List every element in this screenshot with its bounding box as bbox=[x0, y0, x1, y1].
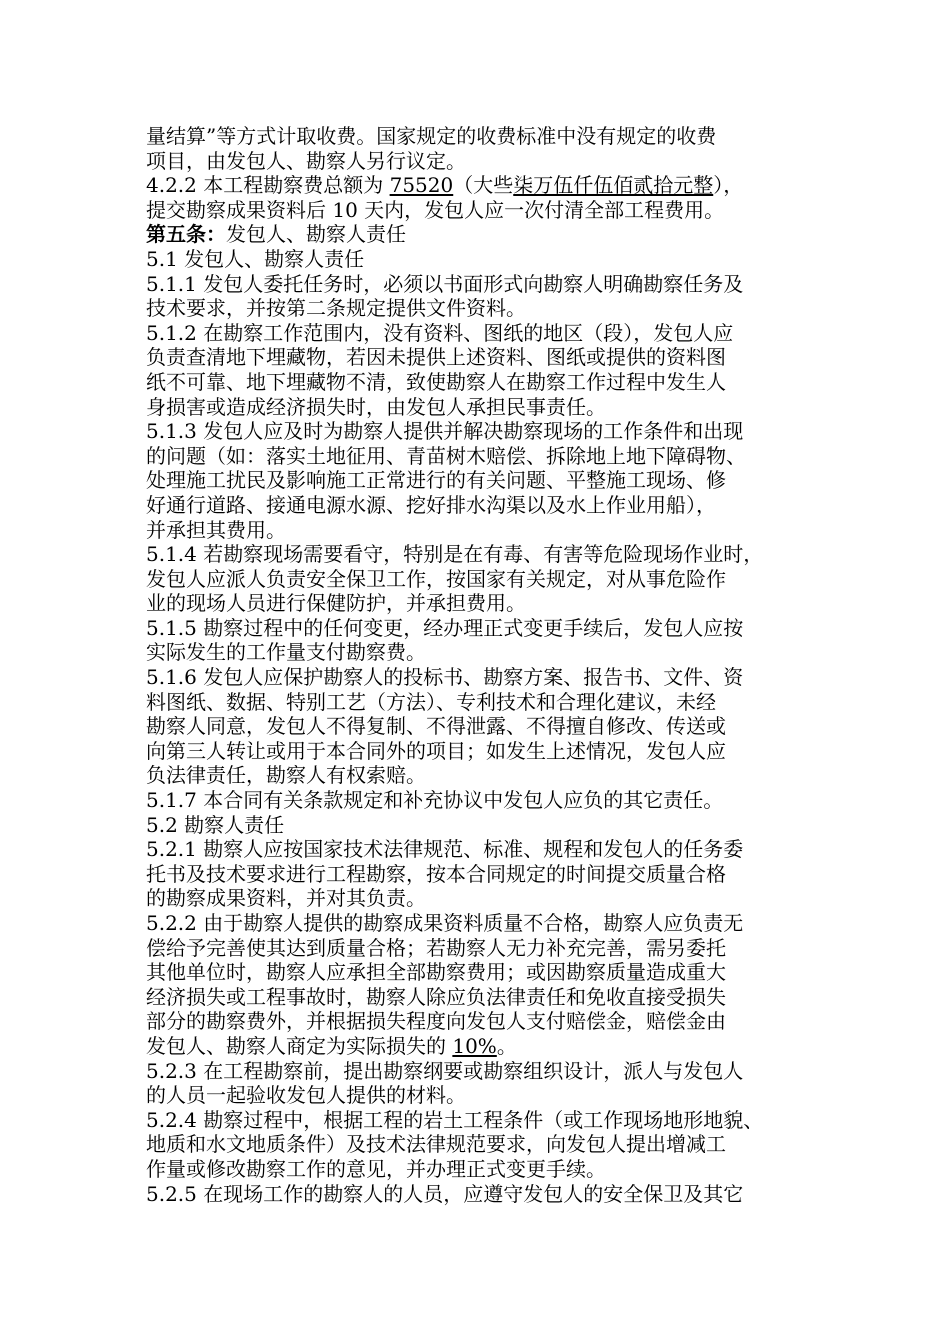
text-line: 5.2.4 勘察过程中，根据工程的岩土工程条件（或工作现场地形地貌、 bbox=[146, 1107, 764, 1132]
text-line: 技术要求，并按第二条规定提供文件资料。 bbox=[146, 296, 526, 321]
text-segment: 发包人、勘察人责任 bbox=[226, 222, 406, 247]
text-line: 5.2 勘察人责任 bbox=[146, 812, 285, 837]
text-line: 地质和水文地质条件）及技术法律规范要求，向发包人提出增减工 bbox=[146, 1132, 726, 1157]
text-line: 勘察人同意，发包人不得复制、不得泄露、不得擅自修改、传送或 bbox=[146, 714, 726, 739]
text-line: 量结算”等方式计取收费。国家规定的收费标准中没有规定的收费 bbox=[146, 124, 717, 148]
text-line: 经济损失或工程事故时，勘察人除应负法律责任和免收直接受损失 bbox=[146, 984, 726, 1009]
text-line: 5.1 发包人、勘察人责任 bbox=[146, 246, 365, 271]
text-line: 部分的勘察费外，并根据损失程度向发包人支付赔偿金，赔偿金由 bbox=[146, 1009, 726, 1034]
text-line: 负法律责任，勘察人有权索赔。 bbox=[146, 763, 426, 788]
text-line: 并承担其费用。 bbox=[146, 517, 286, 542]
section-heading: 第五条： bbox=[146, 222, 226, 247]
underlined-value: 10% bbox=[452, 1033, 497, 1058]
text-line: 5.2.2 由于勘察人提供的勘察成果资料质量不合格，勘察人应负责无 bbox=[146, 911, 744, 935]
text-line bbox=[146, 222, 826, 247]
document-body bbox=[146, 124, 826, 1206]
text-line: 提交勘察成果资料后 10 天内，发包人应一次付清全部工程费用。 bbox=[146, 197, 725, 222]
text-line: 身损害或造成经济损失时，由发包人承担民事责任。 bbox=[146, 394, 606, 419]
text-line: 向第三人转让或用于本合同外的项目；如发生上述情况，发包人应 bbox=[146, 738, 726, 763]
text-segment: 。 bbox=[496, 1033, 517, 1058]
text-line: 发包人应派人负责安全保卫工作，按国家有关规定，对从事危险作 bbox=[146, 566, 726, 591]
text-line: 的问题（如：落实土地征用、青苗树木赔偿、拆除地上地下障碍物、 bbox=[146, 443, 746, 468]
text-segment: 4.2.2 本工程勘察费总额为 bbox=[146, 173, 390, 198]
text-line: 5.1.4 若勘察现场需要看守，特别是在有毒、有害等危险现场作业时， bbox=[146, 542, 764, 567]
text-line: 项目，由发包人、勘察人另行议定。 bbox=[146, 148, 466, 173]
text-line: 料图纸、数据、特别工艺（方法）、专利技术和合理化建议，未经 bbox=[146, 689, 716, 714]
text-line: 的勘察成果资料，并对其负责。 bbox=[146, 886, 426, 911]
text-line: 5.2.5 在现场工作的勘察人的人员，应遵守发包人的安全保卫及其它 bbox=[146, 1181, 744, 1206]
text-line: 处理施工扰民及影响施工正常进行的有关问题、平整施工现场、修 bbox=[146, 468, 726, 493]
text-segment: ）， bbox=[713, 173, 744, 198]
text-line: 5.1.2 在勘察工作范围内，没有资料、图纸的地区（段），发包人应 bbox=[146, 320, 734, 345]
text-line: 好通行道路、接通电源水源、挖好排水沟渠以及水上作业用船）， bbox=[146, 492, 716, 517]
text-line: 5.2.1 勘察人应按国家技术法律规范、标准、规程和发包人的任务委 bbox=[146, 837, 744, 862]
text-line: 业的现场人员进行保健防护，并承担费用。 bbox=[146, 591, 526, 616]
text-line: 偿给予完善使其达到质量合格；若勘察人无力补充完善，需另委托 bbox=[146, 935, 726, 960]
text-line: 负责查清地下埋藏物，若因未提供上述资料、图纸或提供的资料图 bbox=[146, 345, 726, 370]
text-line: 5.1.3 发包人应及时为勘察人提供并解决勘察现场的工作条件和出现 bbox=[146, 419, 744, 444]
text-line bbox=[146, 1034, 826, 1059]
text-line: 5.1.5 勘察过程中的任何变更，经办理正式变更手续后，发包人应按 bbox=[146, 615, 744, 640]
text-line: 实际发生的工作量支付勘察费。 bbox=[146, 640, 426, 665]
text-line: 5.1.1 发包人委托任务时，必须以书面形式向勘察人明确勘察任务及 bbox=[146, 271, 744, 296]
text-segment: （大些 bbox=[453, 173, 514, 198]
text-line: 的人员一起验收发包人提供的材料。 bbox=[146, 1083, 466, 1108]
text-segment: 发包人、勘察人商定为实际损失的 bbox=[146, 1033, 453, 1058]
text-line: 托书及技术要求进行工程勘察，按本合同规定的时间提交质量合格 bbox=[146, 861, 726, 886]
text-line: 5.2.3 在工程勘察前，提出勘察纲要或勘察组织设计，派人与发包人 bbox=[146, 1058, 744, 1083]
text-line: 5.1.6 发包人应保护勘察人的投标书、勘察方案、报告书、文件、资 bbox=[146, 665, 744, 690]
text-line: 作量或修改勘察工作的意见，并办理正式变更手续。 bbox=[146, 1156, 606, 1181]
text-line bbox=[146, 173, 826, 198]
text-line: 其他单位时，勘察人应承担全部勘察费用；或因勘察质量造成重大 bbox=[146, 960, 726, 985]
underlined-value: 柒万伍仟伍佰贰拾元整 bbox=[513, 173, 714, 198]
underlined-value: 75520 bbox=[389, 173, 454, 198]
text-line: 5.1.7 本合同有关条款规定和补充协议中发包人应负的其它责任。 bbox=[146, 788, 724, 813]
text-line: 纸不可靠、地下埋藏物不清，致使勘察人在勘察工作过程中发生人 bbox=[146, 369, 726, 394]
